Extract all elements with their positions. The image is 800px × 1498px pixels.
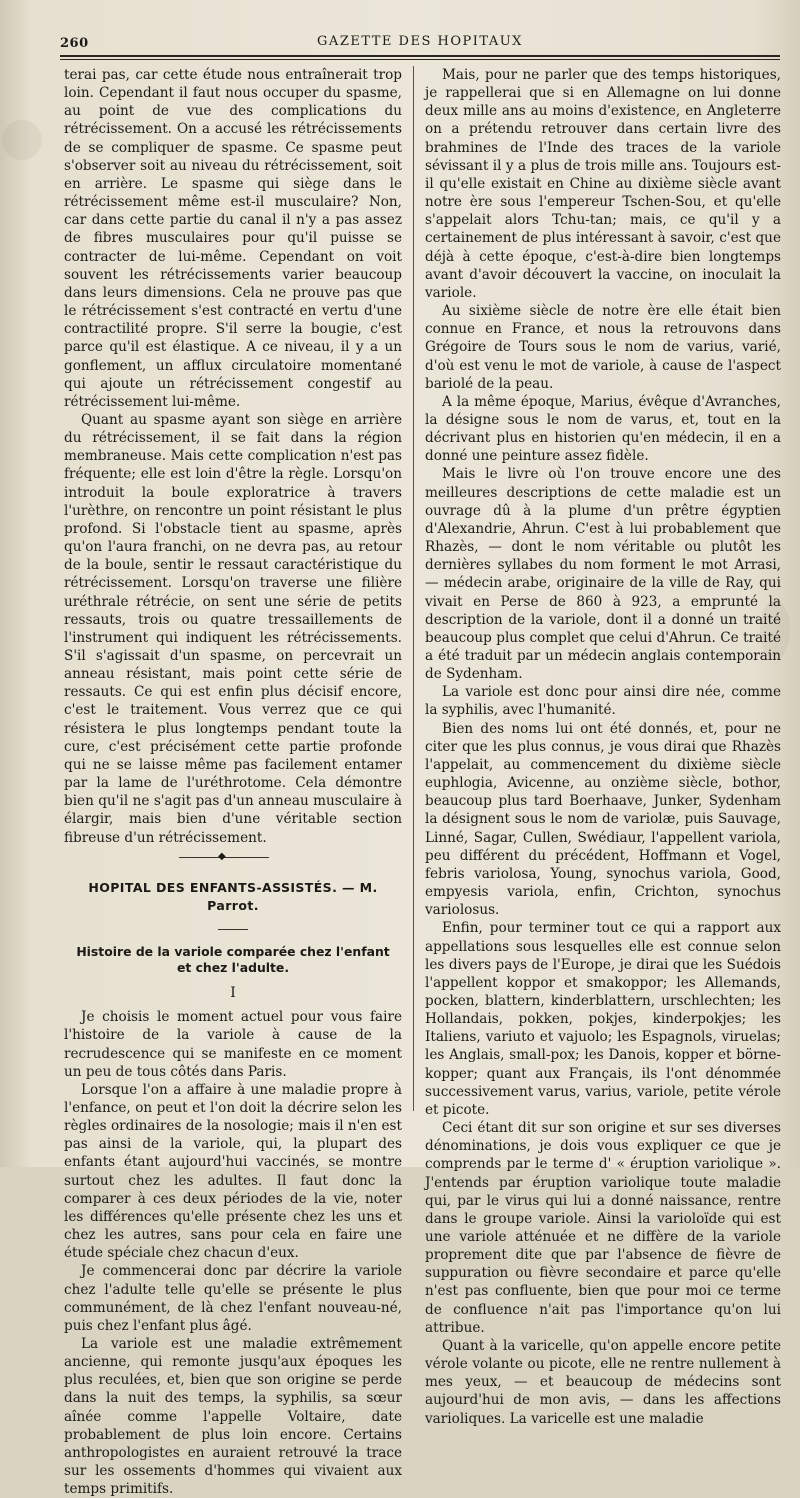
right-column [425, 66, 781, 1428]
article-title-line: et chez l'adulte. [176, 960, 290, 976]
section-number: I [230, 985, 236, 1002]
header-rule-thin [60, 59, 780, 60]
paragraph: Bien des noms lui ont été donnés, et, pour ne citer que les plus connus, je vous dirai que Rhazès l'appelait, au commencement du dixième siècle euphlogia, Avicenne, au onzième siècle, bothor, beaucoup plus tard Boerhaave, Junker, Sydenham la désignent sous le nom de variolæ, puis Sauvage, Linné, Sagar, Cullen, Swédiaur, l'appellent variola, peu différent du précédent, Hoffmann et Vogel, febris variolosa, Young, synochus variola, Good, empyesis variola, enfin, Crichton, synochus variolosus. [425, 720, 781, 919]
paragraph: La variole est donc pour ainsi dire née, comme la syphilis, avec l'humanité. [425, 684, 781, 719]
header-rule [60, 55, 780, 57]
paragraph: Mais le livre où l'on trouve encore une des meilleures descriptions de cette maladie est un ouvrage dû à la plume d'un prêtre égyptien d'Alexandrie, Ahrun. C'est à lui probablement que Rhazès, — dont le nom véritable ou plutôt les dernières syllabes du nom forment le mot Arrasi, — médecin arabe, originaire de la ville de Ray, qui vivait en Perse de 860 à 923, a emprunté la description de la variole, dont il a donné un traité beaucoup plus complet que celui d'Ahrun. Ce traité a été traduit par un médecin anglais contemporain de Sydenham. [425, 466, 781, 683]
section-heading: HOPITAL DES ENFANTS-ASSISTÉS. — M. Parrot. [88, 879, 378, 913]
paper-stain [2, 120, 42, 160]
heading-rule [218, 929, 248, 930]
paragraph: Lorsque l'on a affaire à une maladie propre à l'enfance, on peut et l'on doit la décrire selon les règles ordinaires de la nosologie; mais il n'en est pas ainsi de la variole, qui, la plupart des enfants étant aujourd'hui vaccinés, se montre surtout chez les adultes. Il faut donc la comparer à ces deux périodes de la vie, noter les différences qu'elle présente chez les uns et chez les autres, sans pour cela en faire une étude spéciale chez chacun d'eux. [64, 1081, 402, 1262]
paragraph: Quant à la varicelle, qu'on appelle encore petite vérole volante ou picote, elle ne rentre nullement à mes yeux, — et beaucoup de médecins sont aujourd'hui de mon avis, — dans les affections varioliques. La varicelle est une maladie [425, 1337, 781, 1427]
paragraph: La variole est une maladie extrêmement ancienne, qui remonte jusqu'aux époques les plus reculées, et, bien que son origine se perde dans la nuit des temps, la syphilis, sa sœur aînée comme l'appelle Voltaire, date probablement de plus loin encore. Certains anthropologistes en auraient retrouvé la trace sur les ossements d'hommes qui vivaient aux temps primitifs. [64, 1336, 402, 1498]
paragraph: Au sixième siècle de notre ère elle était bien connue en France, et nous la retrouvons dans Grégoire de Tours sous le nom de varius, varié, d'où est venu le mot de variole, à cause de l'aspect bariolé de la peau. [425, 303, 781, 392]
paragraph: Je choisis le moment actuel pour vous faire l'histoire de la variole à cause de la recrudescence qui se manifeste en ce moment un peu de tous côtés dans Paris. [64, 1009, 402, 1080]
section-divider [64, 847, 402, 869]
paragraph: Quant au spasme ayant son siège en arrière du rétrécissement, il se fait dans la région membraneuse. Mais cette complication n'est pas fréquente; elle est loin d'être la règle. Lorsqu'on introduit la boule exploratrice à travers l'urèthre, on rencontre un point résistant le plus profond. Si l'obstacle tient au spasme, après qu'on l'aura franchi, on ne devra pas, au retour de la boule, sentir le ressaut caractéristique du rétrécissement. Lorsqu'on traverse une filière uréthrale rétrécie, on sent une série de petits ressauts, trois ou quatre tressaillements de l'instrument qui indiquent les rétrécissements. S'il s'agissait d'un spasme, on percevrait un anneau résistant, mais point cette série de ressauts. Ce qui est enfin plus décisif encore, c'est le traitement. Vous verrez que ce qui résistera le plus longtemps pendant toute la cure, c'est précisément cette partie profonde qui ne se laisse même pas facilement entamer par la lame de l'uréthrotome. Cela démontre bien qu'il ne s'agit pas d'un anneau musculaire à élargir, mais bien d'une véritable section fibreuse d'un rétrécissement. [64, 411, 402, 846]
left-column [64, 66, 402, 1498]
page-header [60, 28, 780, 58]
paragraph: Mais, pour ne parler que des temps historiques, je rappellerai que si en Allemagne on lui donne deux mille ans au moins d'existence, en Angleterre on a prétendu retrouver dans certain livre des brahmines de l'Inde des traces de la variole sévissant il y a plus de trois mille ans. Toujours est-il qu'elle existait en Chine au dixième siècle avant notre ère sous l'empereur Tschen-Sou, et qu'elle s'appelait alors Tchu-tan; mais, ce qu'il y a certainement de plus intéressant à savoir, c'est que déjà à cette époque, c'est-à-dire bien longtemps avant d'avoir découvert la vaccine, on inoculait la variole. [425, 67, 781, 301]
ornament-icon: ◆ [218, 850, 226, 862]
paragraph: Ceci étant dit sur son origine et sur ses diverses dénominations, je dois vous expliquer ce que je comprends par le terme d' « éruption variolique ». J'entends par éruption variolique toute maladie qui, par le virus qui lui a donné naissance, rentre dans le groupe variole. Ainsi la varioloïde qui est une variole atténuée et ne diffère de la variole proprement dite que par l'absence de fièvre de suppuration ou fièvre secondaire et parce qu'elle n'est pas confluente, bien que pour moi ce terme de confluence n'ait pas l'importance qu'on lui attribue. [425, 1120, 781, 1336]
paragraph: A la même époque, Marius, évêque d'Avranches, la désigne sous le nom de varus, et, tout en la décrivant plus en historien qu'en médecin, il en a donné une peinture assez fidèle. [425, 393, 781, 465]
article-title [64, 944, 402, 976]
paragraph: Je commencerai donc par décrire la variole chez l'adulte telle qu'elle se présente le plus communément, de là chez l'enfant nouveau-né, puis chez l'enfant plus âgé. [64, 1263, 402, 1334]
article-title-line: Histoire de la variole comparée chez l'enfant [76, 944, 390, 960]
running-title: GAZETTE DES HOPITAUX [317, 34, 523, 49]
paragraph: Enfin, pour terminer tout ce qui a rapport aux appellations sous lesquelles elle est connue selon les divers pays de l'Europe, je dirai que les Suédois l'appellent koppor et smakoppor; les Allemands, pocken, blattern, kinderblattern, urschlechten; les Hollandais, pokken, pokjes, kinderpokjes; les Italiens, variuto et vajuolo; les Espagnols, viruelas; les Anglais, small-pox; les Danois, kopper et börne-kopper; quant aux Français, ils l'ont dénommée successivement varus, varius, variole, petite vérole et picote. [425, 920, 781, 1118]
column-divider [413, 66, 414, 1111]
page-number: 260 [60, 36, 89, 51]
paragraph: terai pas, car cette étude nous entraînerait trop loin. Cependant il faut nous occuper du spasme, au point de vue des complications du rétrécissement. On a accusé les rétrécissements de se compliquer de spasme. Ce spasme peut s'observer soit au niveau du rétrécissement, soit en arrière. Le spasme qui siège dans le rétrécissement même est-il musculaire? Non, car dans cette partie du canal il n'y a pas assez de fibres musculaires pour qu'il puisse se contracter de lui-même. Cependant on voit souvent les rétrécissements varier beaucoup dans leurs dimensions. Cela ne prouve pas que le rétrécissement s'est contracté en vertu d'une contractilité propre. S'il serre la bougie, c'est parce qu'il est élastique. A ce niveau, il y a un gonflement, un afflux circulatoire momentané qui ajoute un rétrécissement congestif au rétrécissement lui-même. [64, 67, 402, 410]
